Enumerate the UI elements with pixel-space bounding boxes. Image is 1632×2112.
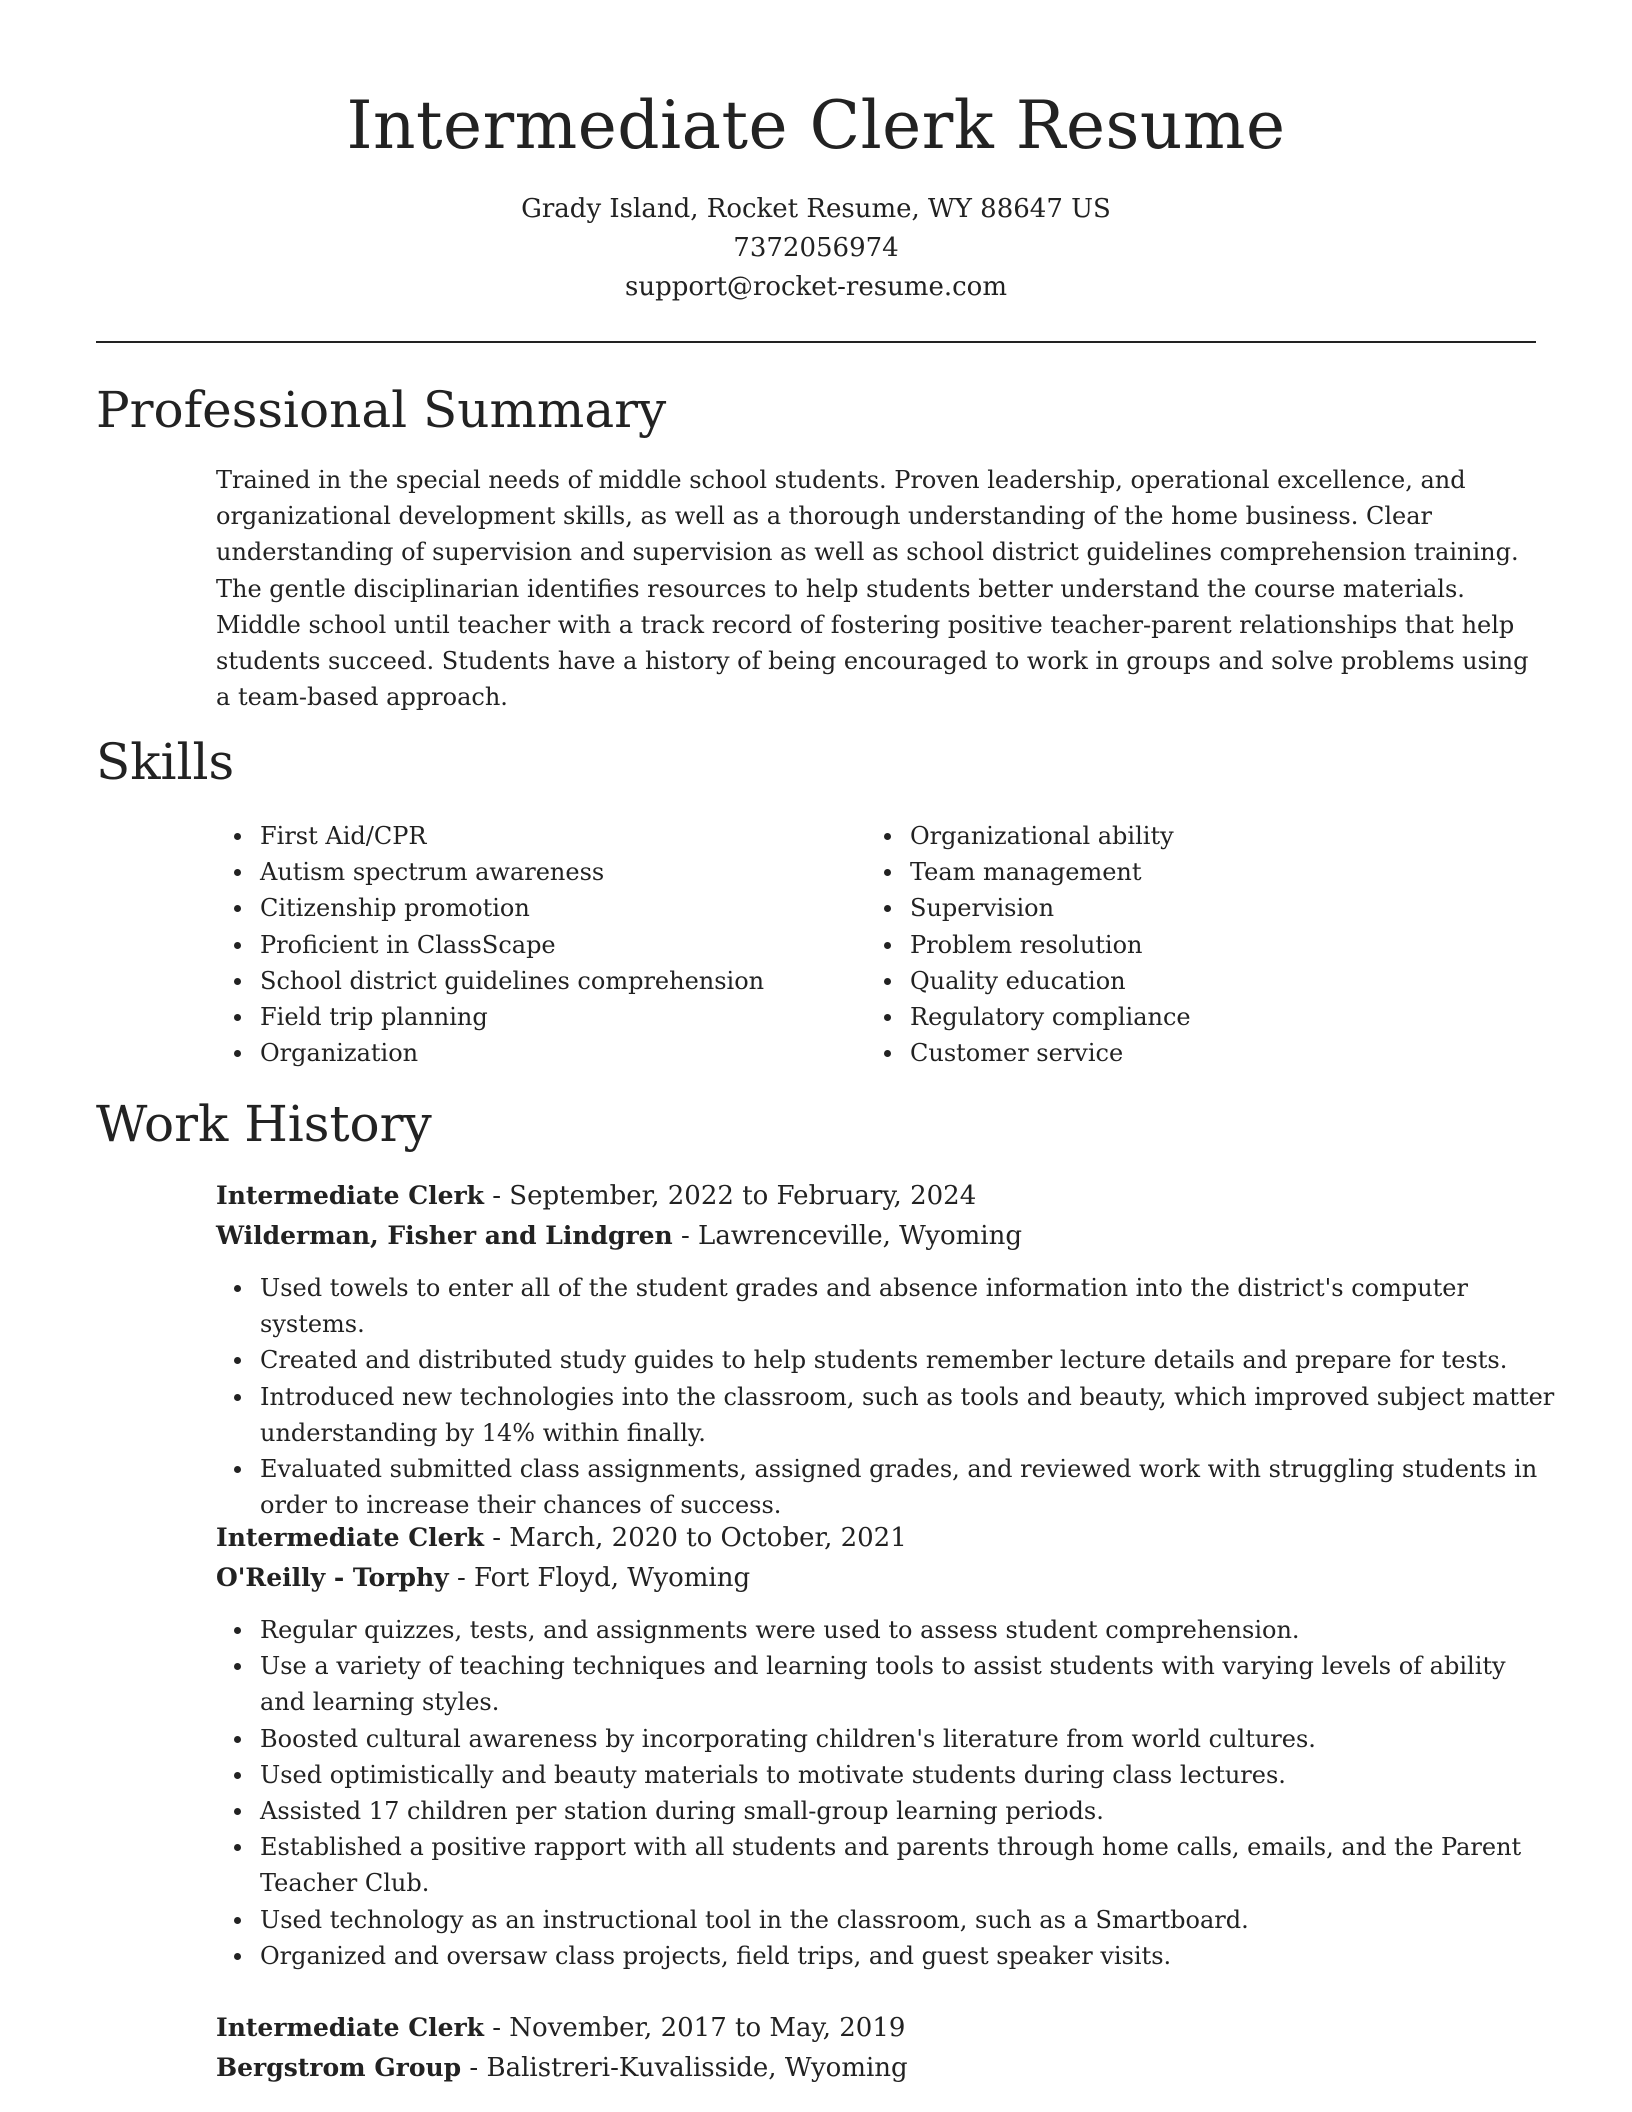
job-entry (216, 2008, 1556, 2088)
job-dates: - March, 2020 to October, 2021 (483, 1523, 907, 1553)
header-divider (96, 341, 1536, 343)
job-bullet: Used optimistically and beauty materials to motivate students during class lectures. (216, 1757, 1556, 1793)
skill-item: Citizenship promotion (216, 890, 836, 926)
skill-item: School district guidelines comprehension (216, 963, 836, 999)
skill-item: Organizational ability (866, 818, 1486, 854)
job-title: Intermediate Clerk (216, 2013, 484, 2042)
job-company: Bergstrom Group (216, 2053, 462, 2082)
skill-item: Autism spectrum awareness (216, 854, 836, 890)
job-company: O'Reilly - Torphy (216, 1563, 449, 1592)
job-bullet: Boosted cultural awareness by incorporating children's literature from world cultures. (216, 1721, 1556, 1757)
job-bullet: Created and distributed study guides to help students remember lecture details and prepare for tests. (216, 1342, 1556, 1378)
job-bullet: Organized and oversaw class projects, field trips, and guest speaker visits. (216, 1938, 1556, 1974)
skill-item: Supervision (866, 890, 1486, 926)
skills-heading: Skills (96, 733, 235, 791)
skill-item: Proficient in ClassScape (216, 927, 836, 963)
job-dates: - November, 2017 to May, 2019 (483, 2013, 906, 2043)
job-location: - Fort Floyd, Wyoming (448, 1563, 751, 1593)
job-bullet: Assisted 17 children per station during small-group learning periods. (216, 1793, 1556, 1829)
job-title: Intermediate Clerk (216, 1523, 484, 1552)
job-bullet: Use a variety of teaching techniques and learning tools to assist students with varying levels of ability and learning styles. (216, 1648, 1556, 1720)
job-bullet: Used technology as an instructional tool in the classroom, such as a Smartboard. (216, 1902, 1556, 1938)
job-company-line (216, 2048, 1556, 2088)
resume-title: Intermediate Clerk Resume (346, 87, 1286, 164)
job-dates: - September, 2022 to February, 2024 (483, 1181, 977, 1211)
skill-item: Quality education (866, 963, 1486, 999)
job-title-line (216, 1518, 1556, 1558)
job-location: - Lawrenceville, Wyoming (672, 1221, 1022, 1251)
summary-heading: Professional Summary (96, 381, 667, 439)
contact-email: support@rocket-resume.com (624, 272, 1007, 302)
contact-block (0, 190, 1632, 307)
job-company: Wilderman, Fisher and Lindgren (216, 1221, 673, 1250)
job-bullet: Regular quizzes, tests, and assignments were used to assess student comprehension. (216, 1612, 1556, 1648)
job-company-line (216, 1216, 1556, 1256)
skills-list-left (216, 818, 836, 1071)
skill-item: Field trip planning (216, 999, 836, 1035)
skill-item: Organization (216, 1035, 836, 1071)
job-entry (216, 1518, 1556, 1974)
skill-item: Regulatory compliance (866, 999, 1486, 1035)
job-bullet: Established a positive rapport with all students and parents through home calls, emails, and the Parent Teacher Club. (216, 1829, 1556, 1901)
skill-item: First Aid/CPR (216, 818, 836, 854)
job-title: Intermediate Clerk (216, 1181, 484, 1210)
job-entry (216, 1176, 1556, 1523)
job-bullet: Introduced new technologies into the classroom, such as tools and beauty, which improved subject matter understanding by 14% within finally. (216, 1379, 1556, 1451)
work-history-heading: Work History (96, 1095, 432, 1153)
skill-item: Customer service (866, 1035, 1486, 1071)
summary-text: Trained in the special needs of middle school students. Proven leadership, operational excellence, and organizational development skills, as well as a thorough understanding of the home business. Clear understanding of supervision and supervision as well as school district guidelines comprehension training. The gentle disciplinarian identifies resources to help students better understand the course materials. Middle school until teacher with a track record of fostering positive teacher-parent relationships that help students succeed. Students have a history of being encouraged to work in groups and solve problems using a team-based approach. (216, 466, 1529, 712)
job-bullet: Used towels to enter all of the student grades and absence information into the district's computer systems. (216, 1270, 1556, 1342)
job-location: - Balistreri-Kuvalisside, Wyoming (461, 2053, 908, 2083)
job-company-line (216, 1558, 1556, 1598)
skills-list-right (866, 818, 1486, 1071)
skill-item: Team management (866, 854, 1486, 890)
job-title-line (216, 2008, 1556, 2048)
contact-address: Grady Island, Rocket Resume, WY 88647 US (521, 194, 1111, 224)
contact-phone: 7372056974 (733, 233, 899, 263)
job-bullets (216, 1270, 1556, 1523)
resume-header (0, 0, 1632, 307)
job-bullet: Evaluated submitted class assignments, assigned grades, and reviewed work with struggling students in order to increase their chances of success. (216, 1451, 1556, 1523)
job-title-line (216, 1176, 1556, 1216)
skill-item: Problem resolution (866, 927, 1486, 963)
job-bullets (216, 1612, 1556, 1974)
